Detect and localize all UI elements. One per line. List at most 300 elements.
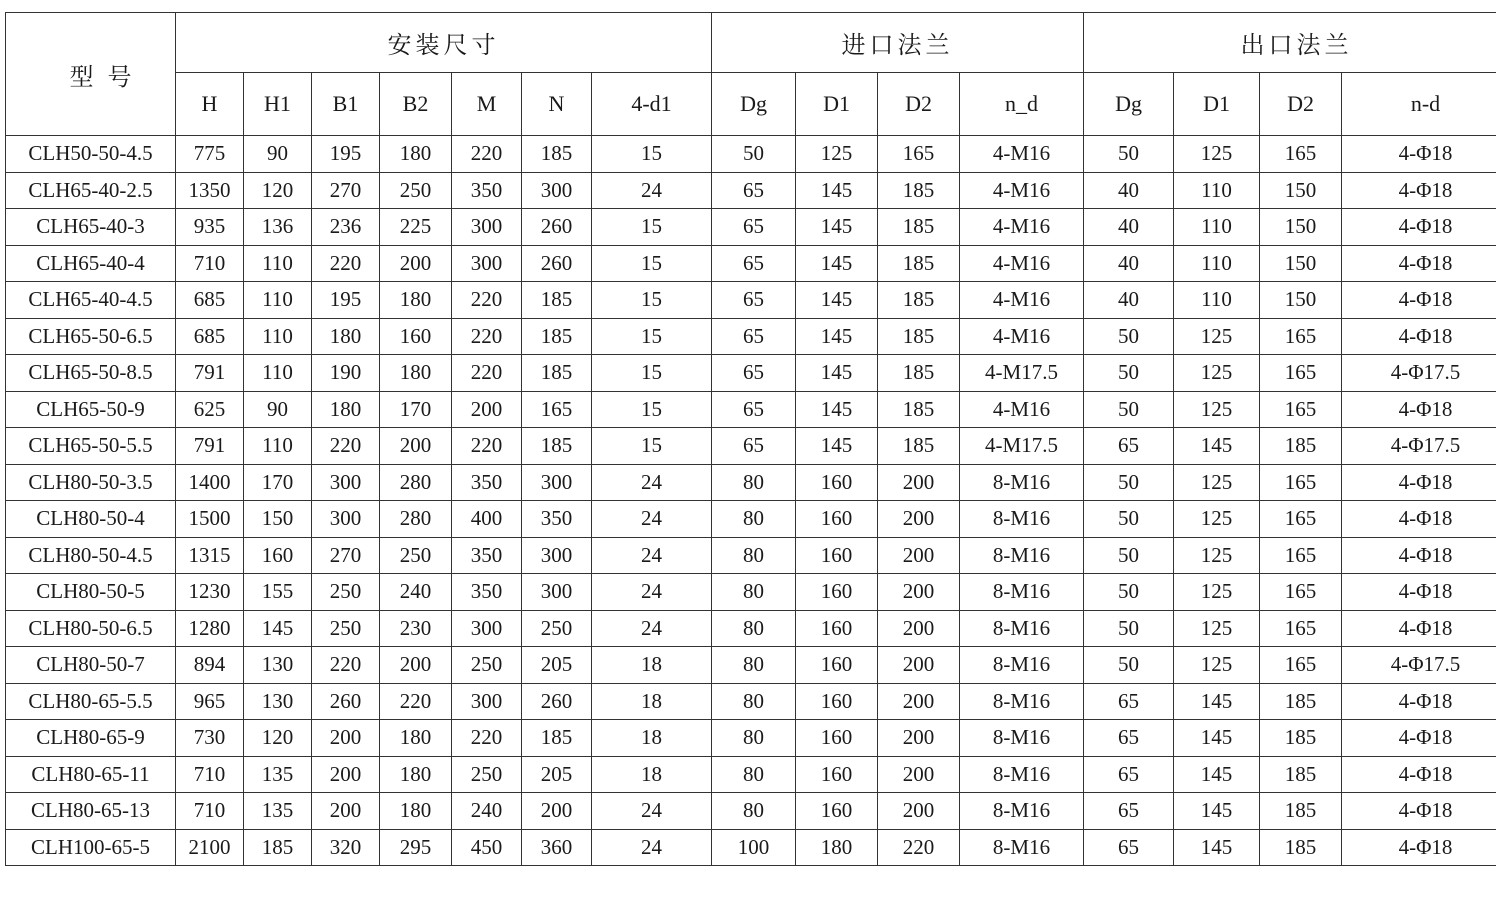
table-cell: 165	[1260, 610, 1342, 647]
table-row	[6, 756, 1496, 793]
table-cell: 4-Φ18	[1342, 756, 1496, 793]
table-cell: 185	[522, 282, 592, 319]
table-cell: 1315	[176, 537, 244, 574]
table-cell: 4-Φ17.5	[1342, 355, 1496, 392]
table-cell: 180	[380, 136, 452, 173]
table-cell: 200	[312, 720, 380, 757]
table-cell: 65	[1084, 756, 1174, 793]
column-header-n: N	[522, 73, 592, 136]
table-cell: 150	[1260, 245, 1342, 282]
table-cell: 165	[1260, 501, 1342, 538]
table-cell: 190	[312, 355, 380, 392]
table-cell: 205	[522, 647, 592, 684]
table-cell: 65	[1084, 428, 1174, 465]
table-cell: 125	[1174, 647, 1260, 684]
table-cell: 15	[592, 318, 712, 355]
table-cell: 4-Φ18	[1342, 683, 1496, 720]
table-cell: 160	[796, 756, 878, 793]
table-cell: 50	[1084, 574, 1174, 611]
table-cell: 50	[1084, 391, 1174, 428]
table-cell: 145	[1174, 829, 1260, 866]
table-cell: 4-Φ18	[1342, 829, 1496, 866]
table-cell: 4-Φ18	[1342, 720, 1496, 757]
table-cell: 250	[452, 756, 522, 793]
model-cell: CLH80-50-4	[6, 501, 176, 538]
table-cell: 685	[176, 282, 244, 319]
pump-spec-table	[5, 12, 1496, 866]
table-cell: 80	[712, 501, 796, 538]
table-cell: 125	[1174, 537, 1260, 574]
table-cell: 200	[312, 793, 380, 830]
column-header-inlet-dg: Dg	[712, 73, 796, 136]
table-cell: 220	[452, 355, 522, 392]
table-cell: 160	[796, 501, 878, 538]
table-cell: 1230	[176, 574, 244, 611]
model-cell: CLH65-50-5.5	[6, 428, 176, 465]
table-cell: 65	[712, 172, 796, 209]
table-cell: 160	[796, 574, 878, 611]
column-header-b1: B1	[312, 73, 380, 136]
table-cell: 320	[312, 829, 380, 866]
table-cell: 300	[522, 537, 592, 574]
table-cell: 80	[712, 647, 796, 684]
table-cell: 220	[312, 245, 380, 282]
table-cell: 80	[712, 610, 796, 647]
table-cell: 4-M16	[960, 245, 1084, 282]
table-cell: 145	[796, 282, 878, 319]
table-cell: 8-M16	[960, 683, 1084, 720]
table-cell: 145	[1174, 720, 1260, 757]
table-cell: 185	[522, 720, 592, 757]
column-header-outlet-dg: Dg	[1084, 73, 1174, 136]
table-cell: 40	[1084, 282, 1174, 319]
table-cell: 240	[452, 793, 522, 830]
group-header-outlet: 出口法兰	[1084, 13, 1496, 73]
table-row	[6, 355, 1496, 392]
table-cell: 185	[522, 318, 592, 355]
table-cell: 220	[878, 829, 960, 866]
table-cell: 1350	[176, 172, 244, 209]
table-cell: 260	[312, 683, 380, 720]
table-row	[6, 136, 1496, 173]
table-row	[6, 391, 1496, 428]
table-cell: 260	[522, 209, 592, 246]
table-cell: 185	[1260, 428, 1342, 465]
table-cell: 65	[712, 282, 796, 319]
table-cell: 40	[1084, 209, 1174, 246]
column-header-inlet-n-d: n_d	[960, 73, 1084, 136]
table-cell: 350	[452, 537, 522, 574]
table-cell: 110	[1174, 245, 1260, 282]
table-cell: 160	[380, 318, 452, 355]
table-cell: 200	[878, 610, 960, 647]
table-cell: 50	[1084, 610, 1174, 647]
table-cell: 110	[244, 318, 312, 355]
table-cell: 145	[796, 391, 878, 428]
table-cell: 65	[712, 209, 796, 246]
table-cell: 24	[592, 537, 712, 574]
table-cell: 200	[878, 537, 960, 574]
table-cell: 200	[878, 501, 960, 538]
table-cell: 4-Φ17.5	[1342, 428, 1496, 465]
table-cell: 185	[1260, 793, 1342, 830]
table-cell: 15	[592, 355, 712, 392]
table-cell: 50	[712, 136, 796, 173]
column-header-inlet-d1: D1	[796, 73, 878, 136]
table-cell: 180	[380, 756, 452, 793]
table-cell: 50	[1084, 136, 1174, 173]
model-cell: CLH65-40-4.5	[6, 282, 176, 319]
model-cell: CLH100-65-5	[6, 829, 176, 866]
table-cell: 15	[592, 282, 712, 319]
table-row	[6, 829, 1496, 866]
table-row	[6, 610, 1496, 647]
table-cell: 80	[712, 464, 796, 501]
table-cell: 160	[796, 610, 878, 647]
table-cell: 165	[1260, 537, 1342, 574]
table-cell: 225	[380, 209, 452, 246]
table-cell: 145	[796, 172, 878, 209]
model-cell: CLH80-65-11	[6, 756, 176, 793]
table-cell: 65	[1084, 720, 1174, 757]
model-cell: CLH80-50-4.5	[6, 537, 176, 574]
table-cell: 50	[1084, 501, 1174, 538]
table-cell: 160	[796, 720, 878, 757]
group-header-inlet: 进口法兰	[712, 13, 1084, 73]
table-cell: 125	[1174, 464, 1260, 501]
table-cell: 350	[452, 574, 522, 611]
table-row	[6, 720, 1496, 757]
table-cell: 200	[878, 720, 960, 757]
table-cell: 300	[452, 610, 522, 647]
table-cell: 180	[312, 318, 380, 355]
table-cell: 160	[796, 647, 878, 684]
table-cell: 250	[380, 172, 452, 209]
model-cell: CLH65-50-9	[6, 391, 176, 428]
table-cell: 270	[312, 172, 380, 209]
table-cell: 110	[1174, 282, 1260, 319]
table-cell: 125	[796, 136, 878, 173]
table-cell: 165	[1260, 464, 1342, 501]
table-cell: 185	[1260, 829, 1342, 866]
model-cell: CLH80-65-9	[6, 720, 176, 757]
table-cell: 24	[592, 464, 712, 501]
table-cell: 15	[592, 428, 712, 465]
table-cell: 135	[244, 793, 312, 830]
table-cell: 200	[878, 647, 960, 684]
model-cell: CLH80-50-3.5	[6, 464, 176, 501]
table-cell: 150	[1260, 282, 1342, 319]
table-cell: 160	[796, 683, 878, 720]
table-cell: 350	[452, 464, 522, 501]
table-cell: 15	[592, 245, 712, 282]
table-cell: 24	[592, 610, 712, 647]
table-row	[6, 282, 1496, 319]
table-cell: 136	[244, 209, 312, 246]
table-cell: 185	[522, 136, 592, 173]
table-cell: 195	[312, 282, 380, 319]
table-cell: 24	[592, 574, 712, 611]
table-cell: 8-M16	[960, 610, 1084, 647]
table-cell: 24	[592, 829, 712, 866]
table-cell: 4-Φ18	[1342, 282, 1496, 319]
table-cell: 50	[1084, 464, 1174, 501]
table-cell: 165	[1260, 391, 1342, 428]
model-cell: CLH65-40-3	[6, 209, 176, 246]
table-cell: 150	[1260, 172, 1342, 209]
table-cell: 185	[878, 355, 960, 392]
table-row	[6, 683, 1496, 720]
table-cell: 250	[312, 574, 380, 611]
table-cell: 80	[712, 793, 796, 830]
model-cell: CLH65-40-2.5	[6, 172, 176, 209]
table-cell: 18	[592, 756, 712, 793]
column-header-inlet-d2: D2	[878, 73, 960, 136]
table-cell: 145	[796, 355, 878, 392]
table-cell: 200	[380, 647, 452, 684]
table-cell: 80	[712, 756, 796, 793]
table-cell: 220	[452, 282, 522, 319]
table-cell: 145	[1174, 428, 1260, 465]
table-cell: 110	[244, 355, 312, 392]
table-cell: 4-M17.5	[960, 428, 1084, 465]
table-cell: 160	[796, 793, 878, 830]
table-cell: 185	[878, 282, 960, 319]
table-cell: 250	[522, 610, 592, 647]
table-cell: 80	[712, 683, 796, 720]
table-cell: 80	[712, 720, 796, 757]
table-cell: 4-Φ18	[1342, 793, 1496, 830]
table-cell: 65	[712, 245, 796, 282]
table-cell: 965	[176, 683, 244, 720]
table-cell: 4-Φ18	[1342, 136, 1496, 173]
table-cell: 65	[1084, 683, 1174, 720]
table-cell: 4-M16	[960, 209, 1084, 246]
table-cell: 24	[592, 172, 712, 209]
table-cell: 65	[1084, 793, 1174, 830]
table-cell: 4-Φ18	[1342, 574, 1496, 611]
table-cell: 1500	[176, 501, 244, 538]
table-cell: 350	[452, 172, 522, 209]
table-cell: 185	[878, 172, 960, 209]
table-cell: 165	[522, 391, 592, 428]
table-cell: 50	[1084, 355, 1174, 392]
table-cell: 1280	[176, 610, 244, 647]
table-cell: 4-M16	[960, 172, 1084, 209]
column-header-outlet-d2: D2	[1260, 73, 1342, 136]
table-cell: 300	[312, 464, 380, 501]
table-cell: 200	[878, 464, 960, 501]
table-cell: 15	[592, 209, 712, 246]
table-cell: 180	[796, 829, 878, 866]
table-cell: 4-Φ18	[1342, 464, 1496, 501]
table-cell: 200	[878, 574, 960, 611]
table-cell: 18	[592, 720, 712, 757]
table-cell: 145	[244, 610, 312, 647]
table-cell: 8-M16	[960, 464, 1084, 501]
table-cell: 200	[878, 756, 960, 793]
table-row	[6, 464, 1496, 501]
table-cell: 185	[1260, 756, 1342, 793]
table-cell: 4-Φ18	[1342, 501, 1496, 538]
table-cell: 160	[244, 537, 312, 574]
table-cell: 250	[452, 647, 522, 684]
table-cell: 280	[380, 501, 452, 538]
model-cell: CLH65-50-8.5	[6, 355, 176, 392]
table-cell: 90	[244, 136, 312, 173]
table-cell: 220	[452, 720, 522, 757]
table-cell: 180	[380, 355, 452, 392]
table-cell: 200	[522, 793, 592, 830]
table-cell: 775	[176, 136, 244, 173]
table-cell: 165	[1260, 136, 1342, 173]
table-cell: 80	[712, 574, 796, 611]
table-cell: 185	[878, 428, 960, 465]
column-header-row	[6, 73, 1496, 136]
table-cell: 280	[380, 464, 452, 501]
table-cell: 125	[1174, 610, 1260, 647]
table-cell: 185	[1260, 683, 1342, 720]
spec-table-container	[5, 12, 1489, 866]
table-cell: 15	[592, 136, 712, 173]
table-cell: 300	[452, 209, 522, 246]
table-cell: 170	[380, 391, 452, 428]
table-cell: 80	[712, 537, 796, 574]
table-cell: 220	[380, 683, 452, 720]
table-cell: 685	[176, 318, 244, 355]
table-cell: 185	[878, 245, 960, 282]
table-cell: 145	[1174, 793, 1260, 830]
table-cell: 110	[244, 428, 312, 465]
table-cell: 125	[1174, 318, 1260, 355]
table-cell: 200	[878, 793, 960, 830]
table-cell: 200	[878, 683, 960, 720]
table-cell: 791	[176, 355, 244, 392]
table-cell: 180	[380, 793, 452, 830]
table-cell: 50	[1084, 647, 1174, 684]
table-cell: 8-M16	[960, 574, 1084, 611]
table-cell: 935	[176, 209, 244, 246]
table-cell: 710	[176, 245, 244, 282]
table-cell: 200	[380, 245, 452, 282]
table-cell: 180	[312, 391, 380, 428]
table-cell: 400	[452, 501, 522, 538]
table-cell: 125	[1174, 574, 1260, 611]
table-cell: 260	[522, 245, 592, 282]
table-row	[6, 501, 1496, 538]
table-row	[6, 647, 1496, 684]
model-cell: CLH65-40-4	[6, 245, 176, 282]
model-cell: CLH80-50-7	[6, 647, 176, 684]
table-cell: 1400	[176, 464, 244, 501]
table-cell: 65	[712, 428, 796, 465]
table-cell: 4-Φ18	[1342, 318, 1496, 355]
table-cell: 180	[380, 282, 452, 319]
table-cell: 18	[592, 683, 712, 720]
table-cell: 110	[244, 245, 312, 282]
column-header-outlet-n-d: n-d	[1342, 73, 1496, 136]
table-cell: 125	[1174, 391, 1260, 428]
table-cell: 50	[1084, 537, 1174, 574]
table-row	[6, 245, 1496, 282]
table-cell: 24	[592, 793, 712, 830]
table-cell: 8-M16	[960, 829, 1084, 866]
table-cell: 180	[380, 720, 452, 757]
table-cell: 90	[244, 391, 312, 428]
table-cell: 2100	[176, 829, 244, 866]
table-cell: 8-M16	[960, 793, 1084, 830]
table-cell: 100	[712, 829, 796, 866]
table-cell: 220	[312, 647, 380, 684]
model-cell: CLH80-65-5.5	[6, 683, 176, 720]
table-cell: 65	[712, 355, 796, 392]
table-cell: 165	[1260, 355, 1342, 392]
table-cell: 791	[176, 428, 244, 465]
table-cell: 300	[452, 245, 522, 282]
table-cell: 165	[1260, 647, 1342, 684]
table-cell: 185	[878, 318, 960, 355]
table-row	[6, 318, 1496, 355]
table-cell: 205	[522, 756, 592, 793]
table-cell: 220	[452, 318, 522, 355]
table-cell: 8-M16	[960, 501, 1084, 538]
table-row	[6, 172, 1496, 209]
table-cell: 250	[312, 610, 380, 647]
table-cell: 4-Φ18	[1342, 172, 1496, 209]
table-cell: 145	[1174, 683, 1260, 720]
table-cell: 4-M16	[960, 136, 1084, 173]
model-header: 型 号	[6, 13, 176, 136]
table-cell: 65	[1084, 829, 1174, 866]
column-header-outlet-d1: D1	[1174, 73, 1260, 136]
table-cell: 4-Φ18	[1342, 537, 1496, 574]
table-cell: 120	[244, 720, 312, 757]
group-header-install: 安装尺寸	[176, 13, 712, 73]
table-cell: 270	[312, 537, 380, 574]
table-cell: 125	[1174, 501, 1260, 538]
column-header-4-d1: 4-d1	[592, 73, 712, 136]
table-cell: 200	[380, 428, 452, 465]
model-cell: CLH65-50-6.5	[6, 318, 176, 355]
group-header-row	[6, 13, 1496, 73]
table-cell: 40	[1084, 245, 1174, 282]
table-cell: 185	[878, 391, 960, 428]
table-cell: 145	[1174, 756, 1260, 793]
table-cell: 130	[244, 683, 312, 720]
table-cell: 130	[244, 647, 312, 684]
table-cell: 4-Φ17.5	[1342, 647, 1496, 684]
table-cell: 4-Φ18	[1342, 391, 1496, 428]
table-cell: 145	[796, 209, 878, 246]
table-cell: 185	[1260, 720, 1342, 757]
table-cell: 8-M16	[960, 756, 1084, 793]
table-cell: 300	[312, 501, 380, 538]
table-cell: 110	[1174, 209, 1260, 246]
table-row	[6, 209, 1496, 246]
column-header-b2: B2	[380, 73, 452, 136]
model-cell: CLH80-50-5	[6, 574, 176, 611]
table-cell: 300	[522, 574, 592, 611]
table-body	[6, 136, 1496, 866]
column-header-h: H	[176, 73, 244, 136]
table-cell: 220	[452, 428, 522, 465]
table-cell: 4-M16	[960, 318, 1084, 355]
table-cell: 8-M16	[960, 720, 1084, 757]
table-cell: 195	[312, 136, 380, 173]
column-header-m: M	[452, 73, 522, 136]
table-row	[6, 428, 1496, 465]
table-cell: 155	[244, 574, 312, 611]
